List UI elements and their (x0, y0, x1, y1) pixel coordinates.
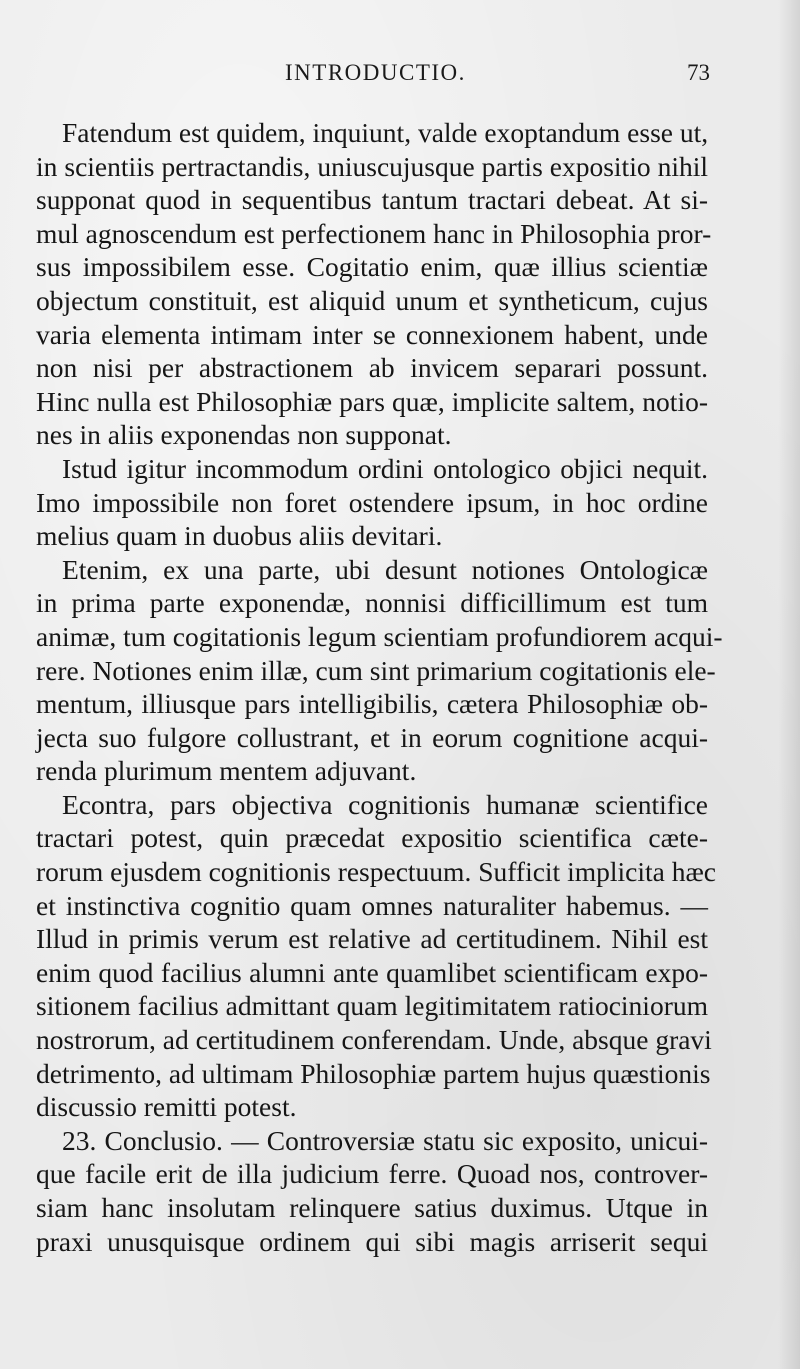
text-line: 23. Conclusio. — Controversiæ statu sic exposito, unicui- (62, 1124, 708, 1156)
text-line: enim quod facilius alumni ante quamlibet scientificam expo- (36, 956, 708, 988)
text-line: in prima parte exponendæ, nonnisi difficillimum est tum (36, 587, 708, 619)
text-line: discussio remitti potest. (36, 1091, 297, 1123)
text-line: tractari potest, quin præcedat expositio scientifica cæte- (36, 822, 708, 854)
text-line: rorum ejusdem cognitionis respectuum. Sufficit implicita hæc (36, 856, 716, 888)
text-line: Hinc nulla est Philosophiæ pars quæ, implicite saltem, notio- (36, 385, 708, 417)
text-line: et instinctiva cognitio quam omnes naturaliter habemus. — (36, 889, 708, 921)
text-line: in scientiis pertractandis, uniuscujusque partis expositio nihil (36, 150, 708, 182)
text-line: Illud in primis verum est relative ad certitudinem. Nihil est (36, 923, 708, 955)
text-line: nes in aliis exponendas non supponat. (36, 419, 452, 451)
running-head (60, 60, 710, 94)
text-line: praxi unusquisque ordinem qui sibi magis arriserit sequi (36, 1225, 708, 1257)
text-line: nostrorum, ad certitudinem conferendam. Unde, absque gravi (36, 1024, 712, 1056)
text-line: melius quam in duobus aliis devitari. (36, 520, 443, 552)
text-line: animæ, tum cogitationis legum scientiam profundiorem acqui- (36, 620, 723, 652)
text-line: Econtra, pars objectiva cognitionis humanæ scientifice (62, 788, 708, 820)
text-line: Imo impossibile non foret ostendere ipsum, in hoc ordine (36, 486, 708, 518)
text-line: renda plurimum mentem adjuvant. (36, 755, 417, 787)
text-line: rere. Notiones enim illæ, cum sint primarium cogitationis ele- (36, 654, 716, 686)
text-line: Etenim, ex una parte, ubi desunt notiones Ontologicæ (62, 553, 708, 585)
text-line: objectum constituit, est aliquid unum et syntheticum, cujus (36, 284, 708, 316)
text-line: varia elementa intimam inter se connexionem habent, unde (36, 318, 708, 350)
body-text (36, 116, 723, 1258)
running-title: INTRODUCTIO. (285, 60, 466, 85)
text-line: sitionem facilius admittant quam legitimitatem ratiociniorum (36, 990, 708, 1022)
text-line: non nisi per abstractionem ab invicem separari possunt. (36, 352, 708, 384)
text-line: detrimento, ad ultimam Philosophiæ partem hujus quæstionis (36, 1057, 711, 1089)
text-line: sus impossibilem esse. Cogitatio enim, quæ illius scientiæ (36, 251, 708, 283)
text-line: mul agnoscendum est perfectionem hanc in Philosophia pror- (36, 217, 712, 249)
page-number: 73 (687, 60, 710, 85)
text-line: que facile erit de illa judicium ferre. Quoad nos, controver- (36, 1158, 708, 1190)
text-line: Istud igitur incommodum ordini ontologico objici nequit. (62, 452, 708, 484)
text-line: mentum, illiusque pars intelligibilis, cætera Philosophiæ ob- (36, 688, 708, 720)
text-line: jecta suo fulgore collustrant, et in eorum cognitione acqui- (36, 721, 708, 753)
page-edge-shadow (778, 0, 800, 1369)
text-line: siam hanc insolutam relinquere satius duximus. Utque in (36, 1192, 708, 1223)
text-line: supponat quod in sequentibus tantum tractari debeat. At si- (36, 184, 708, 216)
text-line: Fatendum est quidem, inquiunt, valde exoptandum esse ut, (62, 117, 709, 148)
